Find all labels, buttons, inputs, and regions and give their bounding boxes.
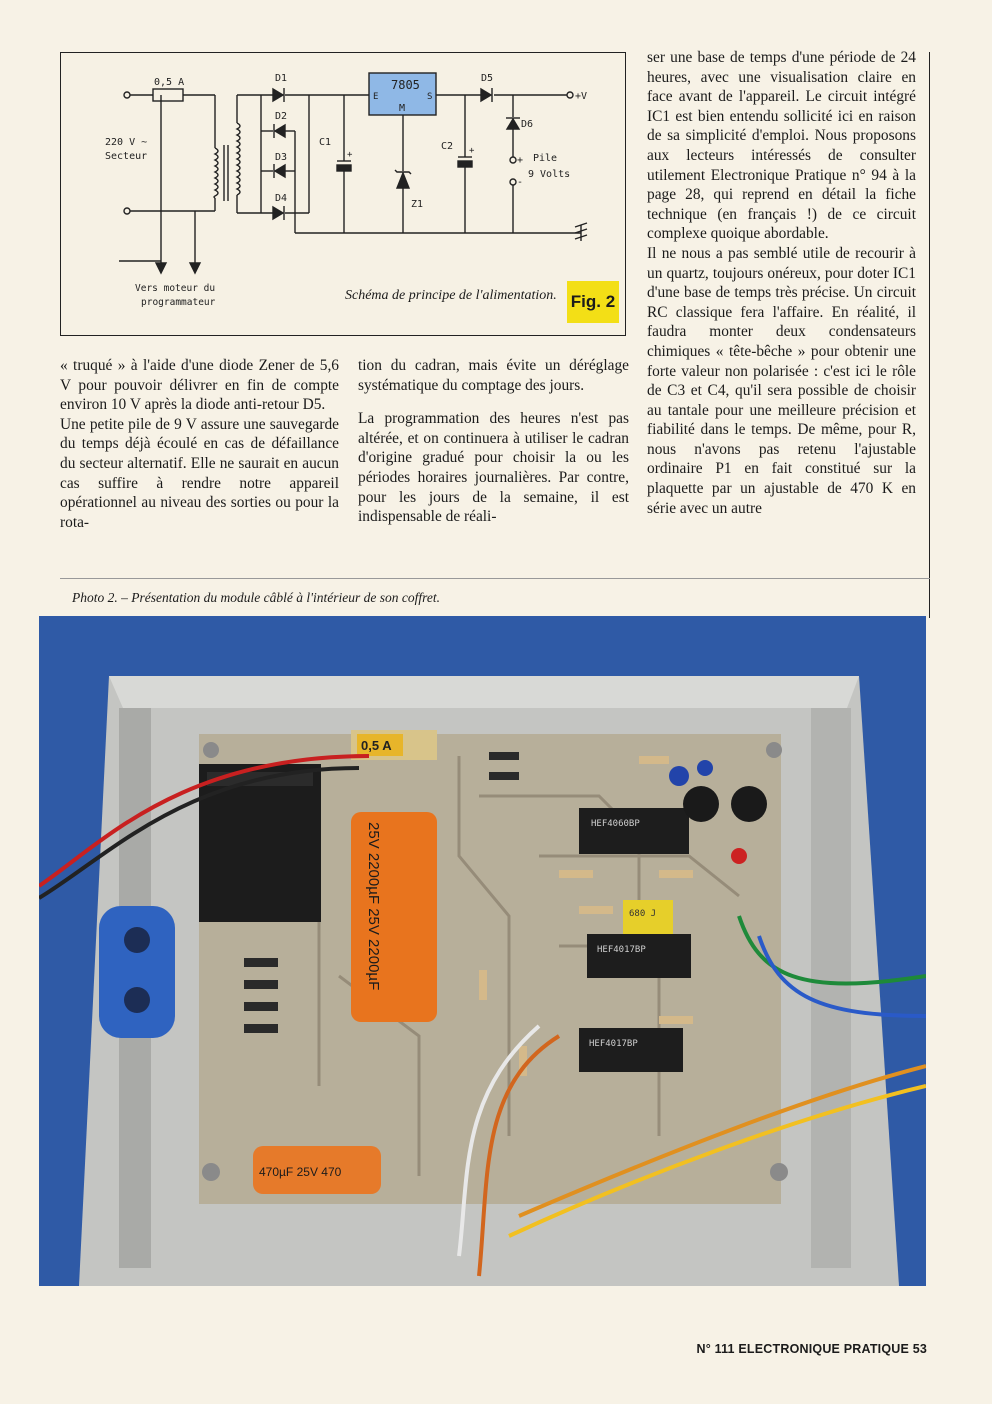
- svg-text:D6: D6: [521, 119, 534, 130]
- svg-text:-: -: [517, 177, 524, 188]
- battery-connector: [99, 906, 175, 1038]
- svg-text:+: +: [469, 146, 475, 156]
- svg-text:0,5 A: 0,5 A: [154, 77, 185, 88]
- paragraph: La programmation des heures n'est pas altérée, et on continuera à utiliser le cadran d'origine gradué pour choisir la ou les périodes horaires journalières. Par contre, pour les jours de la semaine, il est indispensable de réali-: [358, 410, 629, 526]
- svg-text:D4: D4: [275, 193, 288, 204]
- svg-text:HEF4017BP: HEF4017BP: [589, 1039, 638, 1049]
- svg-text:Secteur: Secteur: [105, 151, 148, 162]
- svg-text:HEF4060BP: HEF4060BP: [591, 819, 640, 829]
- paragraph: Il ne nous a pas semblé utile de recourir à un quartz, toujours onéreux, pour doter IC1 d'une base de temps très précise. Un circuit RC classique fera l'affaire. En réalité, il faudra monter deux condensateurs chimiques « tête-bêche » pour obtenir une forte valeur non polarisée : c'est ici le rôle de C3 et C4, qu'il sera possible de choisir au tantale pour une meilleure précision et fiabilité dans le temps. De même, pour R, nous n'avons pas retenu l'ajustable ordinaire P1 en fait constitué sur la plaquette par un ajustable de 470 K en série avec un autre: [647, 244, 916, 517]
- svg-text:Z1: Z1: [411, 199, 424, 210]
- svg-text:Vers moteur du: Vers moteur du: [135, 283, 216, 294]
- page-footer: N° 111 ELECTRONIQUE PRATIQUE 53: [696, 1342, 927, 1356]
- figure-caption: Schéma de principe de l'alimentation.: [345, 288, 557, 303]
- svg-text:HEF4017BP: HEF4017BP: [597, 945, 646, 955]
- svg-text:D3: D3: [275, 152, 288, 163]
- svg-text:C1: C1: [319, 137, 332, 148]
- svg-text:D1: D1: [275, 73, 288, 84]
- figure-label: Fig. 2: [567, 281, 619, 323]
- ic2: [587, 934, 691, 978]
- transformer: [199, 764, 321, 922]
- svg-text:+: +: [517, 155, 524, 166]
- svg-text:7805: 7805: [391, 78, 420, 92]
- svg-text:+: +: [347, 150, 353, 160]
- svg-text:M: M: [399, 103, 406, 114]
- photo-caption: Photo 2. – Présentation du module câblé à l'intérieur de son coffret.: [72, 590, 440, 605]
- paragraph: ser une base de temps d'une période de 24 heures, avec une visualisation claire en face avant de l'appareil. Le circuit intégré IC1 est bien entendu sollicité ici en raison de sa simplicité d'emploi. Nous proposons aux lecteurs intéressés de consulter utilement Electronique Pratique n° 94 à la page 28, qui reprend en détail la fiche technique (en français !) de ce circuit complexe quoique abordable.: [647, 49, 916, 243]
- divider: [60, 578, 930, 579]
- svg-text:Pile: Pile: [533, 153, 558, 164]
- photo-module-in-case: [39, 616, 926, 1286]
- ic3: [579, 1028, 683, 1072]
- svg-text:9 Volts: 9 Volts: [528, 169, 571, 180]
- photo-illustration: [39, 616, 926, 1286]
- svg-text:220 V ~: 220 V ~: [105, 137, 148, 148]
- svg-text:25V 2200µF 25V 2200µF: 25V 2200µF 25V 2200µF: [365, 822, 382, 991]
- paragraph: tion du cadran, mais évite un déréglage systématique du comptage des jours.: [358, 357, 629, 394]
- svg-text:680 J: 680 J: [629, 909, 657, 919]
- svg-text:E: E: [373, 92, 379, 102]
- svg-text:+V: +V: [575, 91, 588, 102]
- svg-text:D2: D2: [275, 111, 288, 122]
- svg-text:D5: D5: [481, 73, 494, 84]
- svg-text:programmateur: programmateur: [141, 297, 216, 308]
- paragraph: Une petite pile de 9 V assure une sauvegarde du temps déjà écoulé en cas de défaillance du secteur alternatif. Elle ne saurait en aucun cas suffire à rendre notre appareil opérationnel au niveau des sorties ou pour la rota-: [60, 415, 339, 531]
- svg-text:470µF 25V 470: 470µF 25V 470: [259, 1165, 342, 1179]
- column-rule: [929, 52, 930, 618]
- paragraph: « truqué » à l'aide d'une diode Zener de 5,6 V pour pouvoir délivrer en fin de compte environ 10 V après la diode anti-retour D5.: [60, 357, 339, 414]
- text-column-3: [647, 48, 916, 518]
- ic1: [579, 808, 689, 854]
- svg-text:S: S: [427, 92, 433, 102]
- capacitor-2200uf: [351, 812, 437, 1022]
- svg-text:0,5 A: 0,5 A: [361, 738, 392, 753]
- svg-text:C2: C2: [441, 141, 454, 152]
- text-column-2: [358, 356, 629, 527]
- text-column-1: [60, 356, 339, 532]
